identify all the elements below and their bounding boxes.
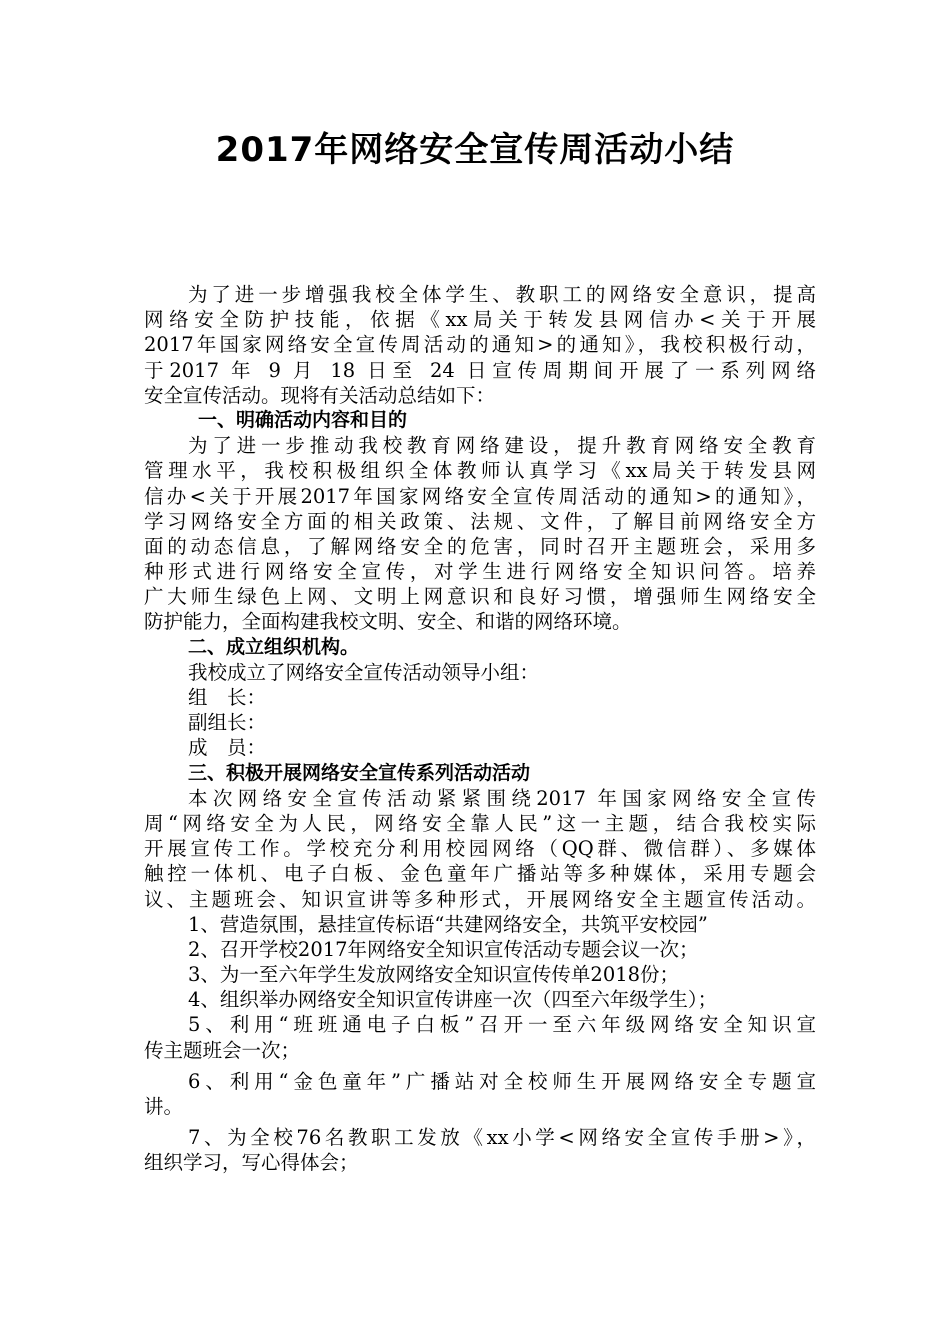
text-line: 讲。 [144, 1095, 184, 1118]
text-line: 开展宣传工作。学校充分利用校园网络（QQ群、微信群）、多媒体 [144, 837, 816, 861]
document-body [144, 282, 816, 1176]
section-heading: 二、成立组织机构。 [188, 635, 360, 658]
text-line: 4、组织举办网络安全知识宣传讲座一次（四至六年级学生）； [188, 988, 718, 1012]
text-line: 管理水平，我校积极组织全体教师认真学习《xx局关于转发县网 [144, 459, 816, 483]
text-line: 安全宣传活动。现将有关活动总结如下： [144, 383, 496, 407]
text-line: 为了进一步增强我校全体学生、教职工的网络安全意识，提高 [188, 283, 816, 306]
text-line: 6、利用“金色童年”广播站对全校师生开展网络安全专题宣 [188, 1069, 816, 1093]
text-line: 防护能力，全面构建我校文明、安全、和谐的网络环境。 [144, 610, 632, 634]
text-line: 本次网络安全宣传活动紧紧围绕2017 年国家网络安全宣传 [188, 786, 816, 810]
text-line: 我校成立了网络安全宣传活动领导小组： [188, 660, 540, 684]
text-line: 于2017 年 9 月 18 日至 24 日宣传周期间开展了一系列网络 [144, 358, 816, 382]
text-line: 议、主题班会、知识宣讲等多种形式，开展网络安全主题宣传活动。 [144, 887, 816, 911]
text-line: 2017年国家网络安全宣传周活动的通知>的通知》，我校积极行动， [144, 333, 816, 357]
section-heading: 一、明确活动内容和目的 [198, 408, 408, 431]
text-line: 为了进一步推动我校教育网络建设，提升教育网络安全教育 [188, 434, 816, 458]
text-line: 7、为全校76名教职工发放《xx小学<网络安全宣传手册>》， [188, 1126, 816, 1150]
text-line: 成 员： [188, 736, 267, 760]
document-title: 2017年网络安全宣传周活动小结 [215, 130, 735, 170]
text-line: 组织学习，写心得体会； [144, 1151, 359, 1175]
text-line: 3、为一至六年学生发放网络安全知识宣传传单2018份； [188, 963, 680, 987]
text-line: 信办<关于开展2017年国家网络安全宣传周活动的通知>的通知》， [144, 484, 816, 508]
text-line: 2、召开学校2017年网络安全知识宣传活动专题会议一次； [188, 937, 699, 961]
text-line: 5、利用“班班通电子白板”召开一至六年级网络安全知识宣 [188, 1013, 816, 1037]
text-line: 种形式进行网络安全宣传，对学生进行网络安全知识问答。培养 [144, 560, 816, 584]
section-heading: 三、积极开展网络安全宣传系列活动活动 [188, 761, 531, 784]
text-line: 传主题班会一次； [144, 1038, 301, 1062]
text-line: 副组长： [188, 711, 267, 735]
text-line: 广大师生绿色上网、文明上网意识和良好习惯，增强师生网络安全 [144, 585, 816, 609]
text-line: 学习网络安全方面的相关政策、法规、文件，了解目前网络安全方 [144, 509, 816, 533]
text-line: 周“网络安全为人民，网络安全靠人民”这一主题，结合我校实际 [144, 811, 816, 835]
text-line: 面的动态信息，了解网络安全的危害，同时召开主题班会，采用多 [144, 534, 816, 558]
text-line: 网络安全防护技能，依据《xx局关于转发县网信办<关于开展 [144, 308, 816, 332]
text-line: 1、营造氛围，悬挂宣传标语“共建网络安全，共筑平安校园” [188, 912, 708, 936]
text-line: 组 长： [188, 686, 267, 709]
text-line: 触控一体机、电子白板、金色童年广播站等多种媒体，采用专题会 [144, 862, 816, 886]
